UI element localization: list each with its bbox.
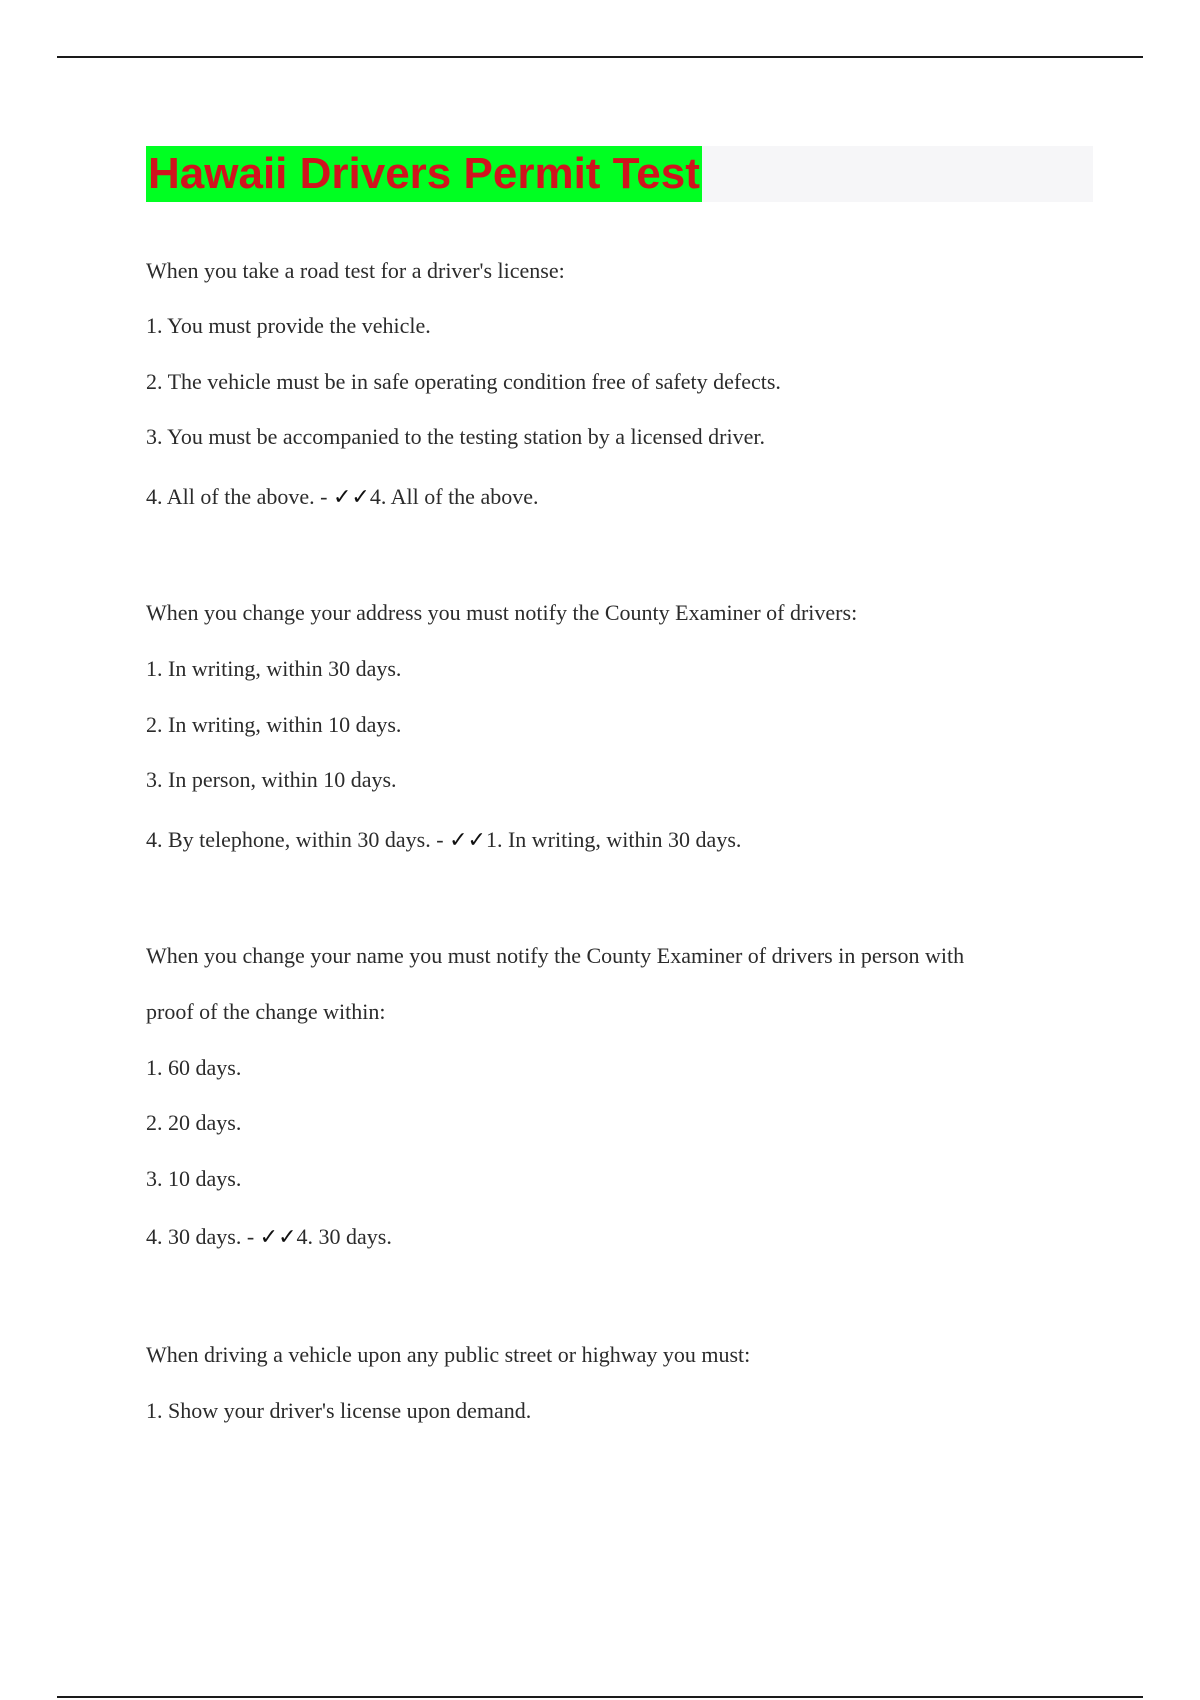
question-3-option-3: 3. 10 days. bbox=[146, 1166, 242, 1191]
question-1-option-3: 3. You must be accompanied to the testing station by a licensed driver. bbox=[146, 424, 765, 449]
question-1-prompt: When you take a road test for a driver's license: bbox=[146, 258, 565, 283]
question-3-option-1: 1. 60 days. bbox=[146, 1055, 242, 1080]
question-1-option-4-text: 4. All of the above. - bbox=[146, 484, 333, 509]
bottom-rule bbox=[57, 1696, 1143, 1698]
question-2-answer: 1. In writing, within 30 days. bbox=[485, 827, 742, 852]
question-3-answer: 4. 30 days. bbox=[296, 1224, 392, 1249]
question-2-prompt: When you change your address you must notify the County Examiner of drivers: bbox=[146, 600, 858, 625]
question-2-option-3: 3. In person, within 10 days. bbox=[146, 767, 397, 792]
checkmark-icon: ✓✓ bbox=[449, 828, 486, 853]
question-3-option-4 bbox=[146, 1223, 392, 1252]
question-3-prompt-line-2: proof of the change within: bbox=[146, 999, 386, 1024]
question-1-option-1: 1. You must provide the vehicle. bbox=[146, 313, 431, 338]
page-title: Hawaii Drivers Permit Test bbox=[146, 146, 702, 202]
question-1-option-2: 2. The vehicle must be in safe operating condition free of safety defects. bbox=[146, 369, 781, 394]
question-3-option-2: 2. 20 days. bbox=[146, 1110, 242, 1135]
question-4-prompt: When driving a vehicle upon any public street or highway you must: bbox=[146, 1342, 751, 1367]
question-2-option-4-text: 4. By telephone, within 30 days. - bbox=[146, 827, 450, 852]
question-4-option-1: 1. Show your driver's license upon demand. bbox=[146, 1398, 532, 1423]
top-rule bbox=[57, 56, 1143, 58]
question-2-option-2: 2. In writing, within 10 days. bbox=[146, 712, 402, 737]
question-3-option-4-text: 4. 30 days. - bbox=[146, 1224, 260, 1249]
question-1-answer: 4. All of the above. bbox=[369, 484, 539, 509]
question-2-option-4 bbox=[146, 826, 741, 855]
checkmark-icon: ✓✓ bbox=[332, 485, 370, 510]
question-3-prompt-line-1: When you change your name you must notify the County Examiner of drivers in person with bbox=[146, 943, 965, 968]
question-1-option-4 bbox=[146, 483, 538, 512]
question-2-option-1: 1. In writing, within 30 days. bbox=[146, 656, 402, 681]
checkmark-icon: ✓✓ bbox=[259, 1225, 297, 1250]
